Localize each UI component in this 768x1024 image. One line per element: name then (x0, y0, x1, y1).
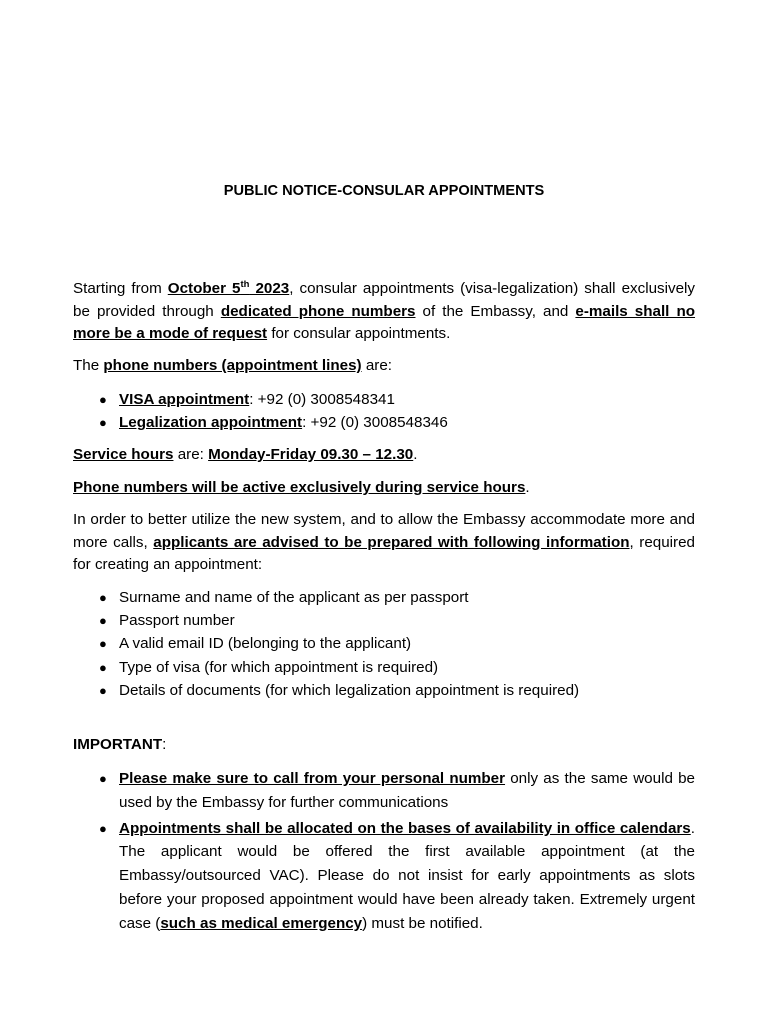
phone-list-item-visa (73, 388, 695, 411)
important-colon: : (162, 736, 167, 753)
intro-date-suffix: th (240, 278, 250, 290)
intro-paragraph (73, 278, 695, 346)
phone-list (73, 388, 695, 434)
requirement-item (73, 586, 695, 609)
requirements-list (73, 586, 695, 702)
requirement-text: Details of documents (for which legalization appointment is required) (119, 681, 580, 699)
phone-label-legalization: Legalization appointment (119, 414, 303, 432)
intro-date-year: 2023 (249, 280, 290, 297)
requirement-item (73, 656, 695, 679)
intro-dedicated-phone-numbers: dedicated phone numbers (220, 302, 416, 320)
important-heading (73, 734, 695, 757)
important-item-2-emergency: such as medical emergency (160, 914, 363, 932)
intro-emails-clause: e-mails shall no more be a mode of request (73, 302, 696, 343)
phones-active-bold: Phone numbers will be active exclusively during service hours (73, 479, 526, 496)
bullet-icon: ● (99, 590, 107, 605)
bullet-icon: ● (99, 613, 107, 629)
bullet-icon: ● (99, 682, 107, 698)
requirement-item (73, 679, 695, 702)
order-text-bold: applicants are advised to be prepared with following information (153, 533, 630, 551)
order-text-post: , required for creating an appointment: (73, 533, 695, 574)
important-item-2-end: ) must be notified. (362, 914, 483, 932)
phones-active-end: . (525, 479, 530, 496)
requirement-text: Passport number (119, 612, 235, 630)
important-item-personal-number (73, 767, 695, 815)
service-hours-paragraph (73, 444, 695, 467)
bullet-icon: ● (99, 820, 107, 836)
phones-intro-bold: phone numbers (appointment lines) (103, 357, 362, 374)
requirement-text: A valid email ID (belonging to the applicant) (119, 635, 412, 653)
important-item-1-bold: Please make sure to call from your personal number (119, 770, 506, 787)
phones-active-paragraph (73, 477, 695, 500)
important-item-allocation (73, 817, 695, 936)
order-text-pre: In order to better utilize the new system, and to allow the Embassy accommodate more and more calls, (73, 511, 695, 551)
important-item-2-text: . The applicant would be offered the first available appointment (at the Embassy/outsourced VAC). Please do not insist for early appointments as slots before your proposed appointment would have been already taken. Extremely urgent case ( (119, 819, 695, 932)
service-hours-mid: are: (173, 446, 209, 463)
requirement-item (73, 609, 695, 632)
important-item-1-text: only as the same would be used by the Embassy for further communications (119, 770, 695, 811)
important-list (73, 767, 695, 936)
bullet-icon: ● (99, 415, 107, 431)
important-item-2-bold: Appointments shall be allocated on the bases of availability in office calendars (119, 819, 691, 837)
phone-label-visa: VISA appointment (119, 391, 250, 408)
intro-text-2: , consular appointments (visa-legalization) shall exclusively be provided through (73, 280, 695, 320)
page-title: PUBLIC NOTICE-CONSULAR APPOINTMENTS (223, 183, 545, 199)
service-hours-value: Monday-Friday 09.30 – 12.30 (208, 446, 414, 463)
important-label: IMPORTANT (73, 736, 163, 753)
phones-intro-paragraph (73, 355, 695, 378)
service-hours-label: Service hours (73, 446, 174, 463)
bullet-icon: ● (99, 636, 107, 652)
intro-text-1: Starting from (73, 280, 168, 297)
phone-list-item-legalization (73, 411, 695, 434)
requirement-text: Type of visa (for which appointment is required) (119, 658, 439, 676)
phone-value-legalization: : +92 (0) 3008548346 (302, 414, 448, 432)
intro-text-3: of the Embassy, and (415, 302, 576, 320)
order-paragraph (73, 509, 695, 577)
phone-value-visa: : +92 (0) 3008548341 (249, 391, 395, 408)
requirement-item (73, 632, 695, 655)
intro-text-4: for consular appointments. (267, 325, 451, 343)
phones-intro-post: are: (361, 357, 392, 374)
bullet-icon: ● (99, 771, 107, 786)
service-hours-end: . (413, 446, 418, 463)
intro-date-main: October 5 (167, 280, 241, 297)
intro-date (168, 280, 289, 297)
bullet-icon: ● (99, 392, 107, 407)
phones-intro-pre: The (73, 357, 104, 374)
requirement-text: Surname and name of the applicant as per passport (119, 589, 469, 606)
bullet-icon: ● (99, 659, 107, 675)
